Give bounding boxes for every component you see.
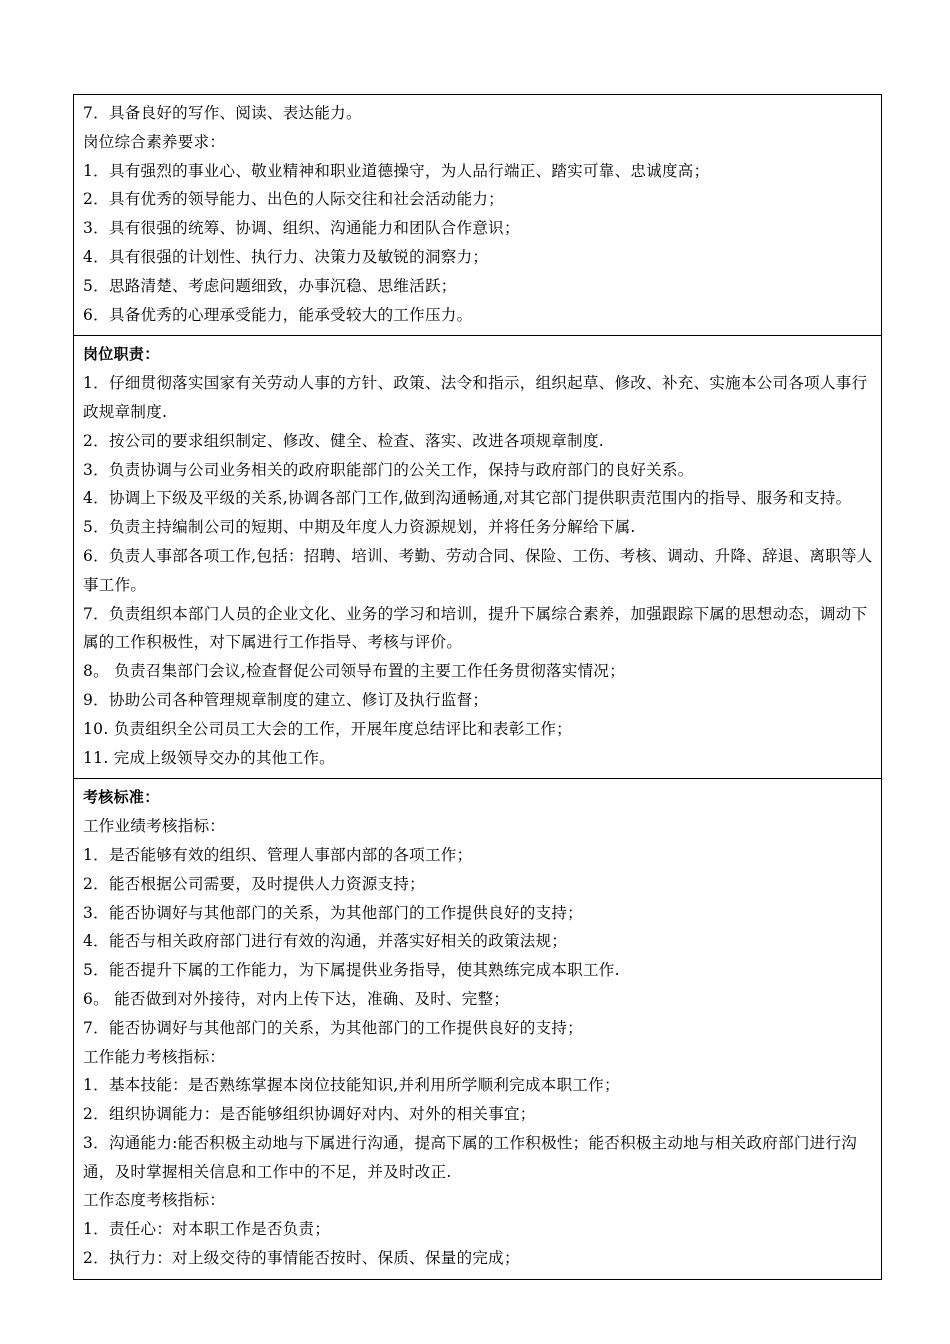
text-line: 7．负责组织本部门人员的企业文化、业务的学习和培训，提升下属综合素养，加强跟踪下属的思想动态，调动下属的工作积极性，对下属进行工作指导、考核与评价。 — [83, 604, 868, 652]
text-line: 2．能否根据公司需要，及时提供人力资源支持； — [83, 874, 425, 893]
assessment-heading: 考核标准： — [83, 788, 160, 807]
text-line: 5．能否提升下属的工作能力，为下属提供业务指导，使其熟练完成本职工作. — [83, 961, 620, 980]
quality-requirements-cell — [74, 95, 882, 336]
text-line: 岗位综合素养要求： — [83, 132, 226, 151]
text-line: 4．能否与相关政府部门进行有效的沟通，并落实好相关的政策法规； — [83, 932, 568, 951]
text-line: 7．具备良好的写作、阅读、表达能力。 — [83, 104, 362, 122]
text-line: 2．组织协调能力：是否能够组织协调好对内、对外的相关事宜； — [83, 1105, 536, 1124]
text-line: 6．负责人事部各项工作,包括：招聘、培训、考勤、劳动合同、保险、工伤、考核、调动、升降、辞退、离职等人事工作。 — [83, 546, 873, 594]
duties-cell — [74, 336, 882, 779]
text-line: 8。 负责召集部门会议,检查督促公司领导布置的主要工作任务贯彻落实情况； — [83, 662, 626, 681]
text-line: 4．具有很强的计划性、执行力、决策力及敏锐的洞察力； — [83, 247, 489, 266]
text-line: 11. 完成上级领导交办的其他工作。 — [83, 748, 335, 767]
text-line: 工作能力考核指标： — [83, 1047, 226, 1066]
text-line: 1．责任心：对本职工作是否负责； — [83, 1220, 331, 1239]
text-line: 1．具有强烈的事业心、敬业精神和职业道德操守，为人品行端正、踏实可靠、忠诚度高； — [83, 161, 710, 180]
duties-row — [74, 336, 882, 779]
text-line: 10. 负责组织全公司员工大会的工作，开展年度总结评比和表彰工作； — [83, 719, 572, 738]
text-line: 1．基本技能：是否熟练掌握本岗位技能知识,并利用所学顺利完成本职工作； — [83, 1076, 620, 1095]
text-line: 9．协助公司各种管理规章制度的建立、修订及执行监督； — [83, 690, 489, 709]
text-line: 6。 能否做到对外接待，对内上传下达，准确、及时、完整； — [83, 989, 510, 1008]
text-line: 3．负责协调与公司业务相关的政府职能部门的公关工作，保持与政府部门的良好关系。 — [83, 460, 694, 479]
text-line: 2．执行力：对上级交待的事情能否按时、保质、保量的完成； — [83, 1249, 520, 1268]
text-line: 5．思路清楚、考虑问题细致，办事沉稳、思维活跃； — [83, 276, 457, 295]
text-line: 工作态度考核指标： — [83, 1191, 226, 1210]
assessment-cell — [74, 779, 882, 1280]
duties-heading: 岗位职责： — [83, 345, 160, 364]
text-line: 3．能否协调好与其他部门的关系，为其他部门的工作提供良好的支持； — [83, 903, 583, 922]
quality-requirements-row — [74, 95, 882, 336]
text-line: 1．仔细贯彻落实国家有关劳动人事的方针、政策、法令和指示，组织起草、修改、补充、实施本公司各项人事行政规章制度. — [83, 374, 868, 421]
text-line: 6．具备优秀的心理承受能力，能承受较大的工作压力。 — [83, 305, 473, 324]
text-line: 1．是否能够有效的组织、管理人事部内部的各项工作； — [83, 845, 473, 864]
text-line: 2．按公司的要求组织制定、修改、健全、检查、落实、改进各项规章制度. — [83, 431, 604, 450]
assessment-row — [74, 779, 882, 1280]
text-line: 2．具有优秀的领导能力、出色的人际交往和社会活动能力； — [83, 190, 504, 209]
text-line: 3．具有很强的统筹、协调、组织、沟通能力和团队合作意识； — [83, 219, 520, 238]
text-line: 4．协调上下级及平级的关系,协调各部门工作,做到沟通畅通,对其它部门提供职责范围内的指导、服务和支持。 — [83, 489, 852, 508]
text-line: 5．负责主持编制公司的短期、中期及年度人力资源规划，并将任务分解给下属. — [83, 518, 636, 537]
text-line: 3．沟通能力:能否积极主动地与下属进行沟通，提高下属的工作积极性；能否积极主动地与相关政府部门进行沟通，及时掌握相关信息和工作中的不足，并及时改正. — [83, 1133, 858, 1181]
text-line: 7．能否协调好与其他部门的关系，为其他部门的工作提供良好的支持； — [83, 1018, 583, 1037]
text-line: 工作业绩考核指标： — [83, 817, 226, 836]
job-description-table — [73, 94, 882, 1280]
